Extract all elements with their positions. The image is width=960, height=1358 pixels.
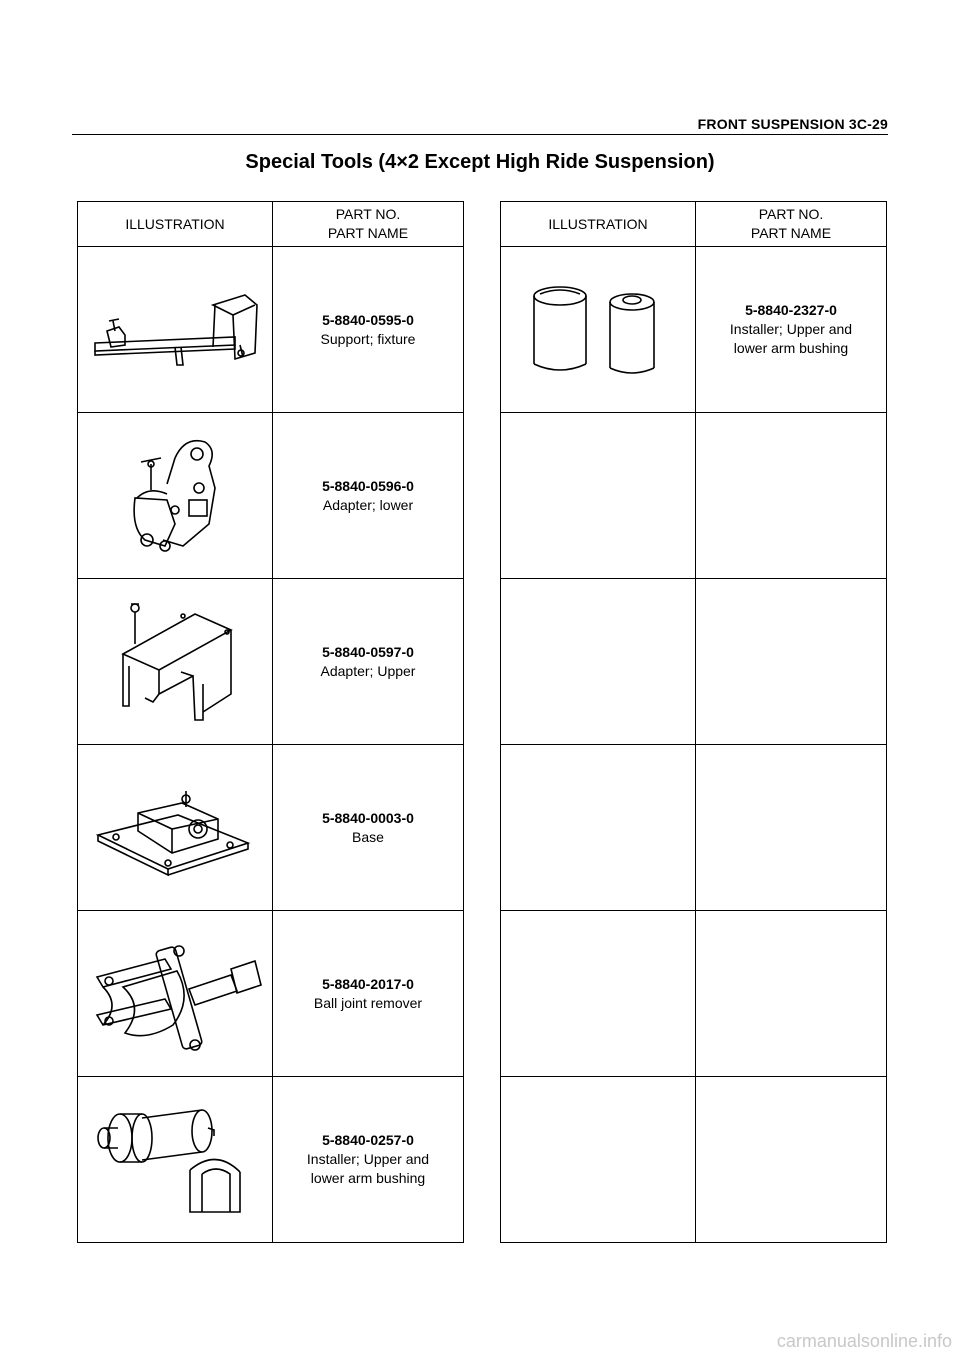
table-row	[501, 911, 887, 1077]
illustration-cell	[501, 413, 696, 579]
part-number: 5-8840-0595-0	[322, 311, 414, 328]
table-row	[501, 413, 887, 579]
part-cell	[696, 579, 887, 745]
illustration-cell	[78, 1077, 273, 1243]
table-row	[78, 247, 464, 413]
part-number: 5-8840-0257-0	[322, 1132, 414, 1148]
part-name-header: PART NAME	[327, 225, 409, 241]
part-cell	[273, 745, 464, 911]
part-number: 5-8840-0597-0	[322, 643, 414, 660]
header-rule	[72, 134, 888, 135]
part-cell	[696, 413, 887, 579]
part-cell	[273, 579, 464, 745]
part-cell	[273, 413, 464, 579]
left-tools-table	[77, 201, 464, 1243]
part-number: 5-8840-0596-0	[322, 477, 414, 494]
part-name: Support; fixture	[320, 330, 416, 347]
part-no-header: PART NO.	[335, 206, 401, 222]
part-cell	[696, 745, 887, 911]
table-header-row	[501, 202, 887, 247]
part-cell	[696, 1077, 887, 1243]
ball-joint-remover-illustration	[85, 929, 265, 1059]
part-cell	[273, 247, 464, 413]
part-name: Adapter; lower	[322, 496, 414, 513]
table-row	[78, 745, 464, 911]
illustration-cell	[78, 247, 273, 413]
table-row	[501, 745, 887, 911]
part-number: 5-8840-2017-0	[322, 975, 414, 992]
part-cell	[696, 247, 887, 413]
illustration-cell	[501, 1077, 696, 1243]
part-name: Adapter; Upper	[320, 662, 416, 679]
part-name: Installer; Upper and lower arm bushing	[306, 1151, 430, 1186]
right-tools-table	[500, 201, 887, 1243]
illustration-cell	[501, 745, 696, 911]
adapter-upper-illustration	[95, 594, 255, 729]
page-header-section: FRONT SUSPENSION 3C-29	[697, 116, 888, 132]
part-name: Ball joint remover	[313, 994, 423, 1011]
watermark: carmanualsonline.info	[776, 1331, 952, 1351]
table-row	[501, 579, 887, 745]
illustration-header: ILLUSTRATION	[78, 202, 273, 247]
illustration-cell	[501, 911, 696, 1077]
part-header	[273, 202, 464, 247]
part-no-header: PART NO.	[758, 206, 824, 222]
table-row	[78, 413, 464, 579]
base-illustration	[88, 773, 263, 883]
table-row	[501, 1077, 887, 1243]
illustration-cell	[78, 911, 273, 1077]
part-header	[696, 202, 887, 247]
page-title: Special Tools (4×2 Except High Ride Suspension)	[245, 151, 715, 173]
illustration-cell	[78, 745, 273, 911]
table-header-row	[78, 202, 464, 247]
illustration-header: ILLUSTRATION	[501, 202, 696, 247]
table-row	[501, 247, 887, 413]
table-row	[78, 911, 464, 1077]
illustration-cell	[78, 579, 273, 745]
part-name-header: PART NAME	[750, 225, 832, 241]
installer-cylinders-illustration	[528, 280, 668, 380]
illustration-cell	[501, 247, 696, 413]
illustration-cell	[78, 413, 273, 579]
support-fixture-illustration	[85, 275, 265, 385]
part-number: 5-8840-0003-0	[322, 809, 414, 826]
part-cell	[273, 911, 464, 1077]
part-cell	[273, 1077, 464, 1243]
part-name: Base	[352, 828, 384, 845]
installer-bushing-illustration	[90, 1100, 260, 1220]
illustration-cell	[501, 579, 696, 745]
part-name: Installer; Upper and lower arm bushing	[729, 321, 853, 356]
part-number: 5-8840-2327-0	[745, 302, 837, 318]
part-cell	[696, 911, 887, 1077]
adapter-lower-illustration	[105, 428, 245, 563]
table-row	[78, 1077, 464, 1243]
table-row	[78, 579, 464, 745]
